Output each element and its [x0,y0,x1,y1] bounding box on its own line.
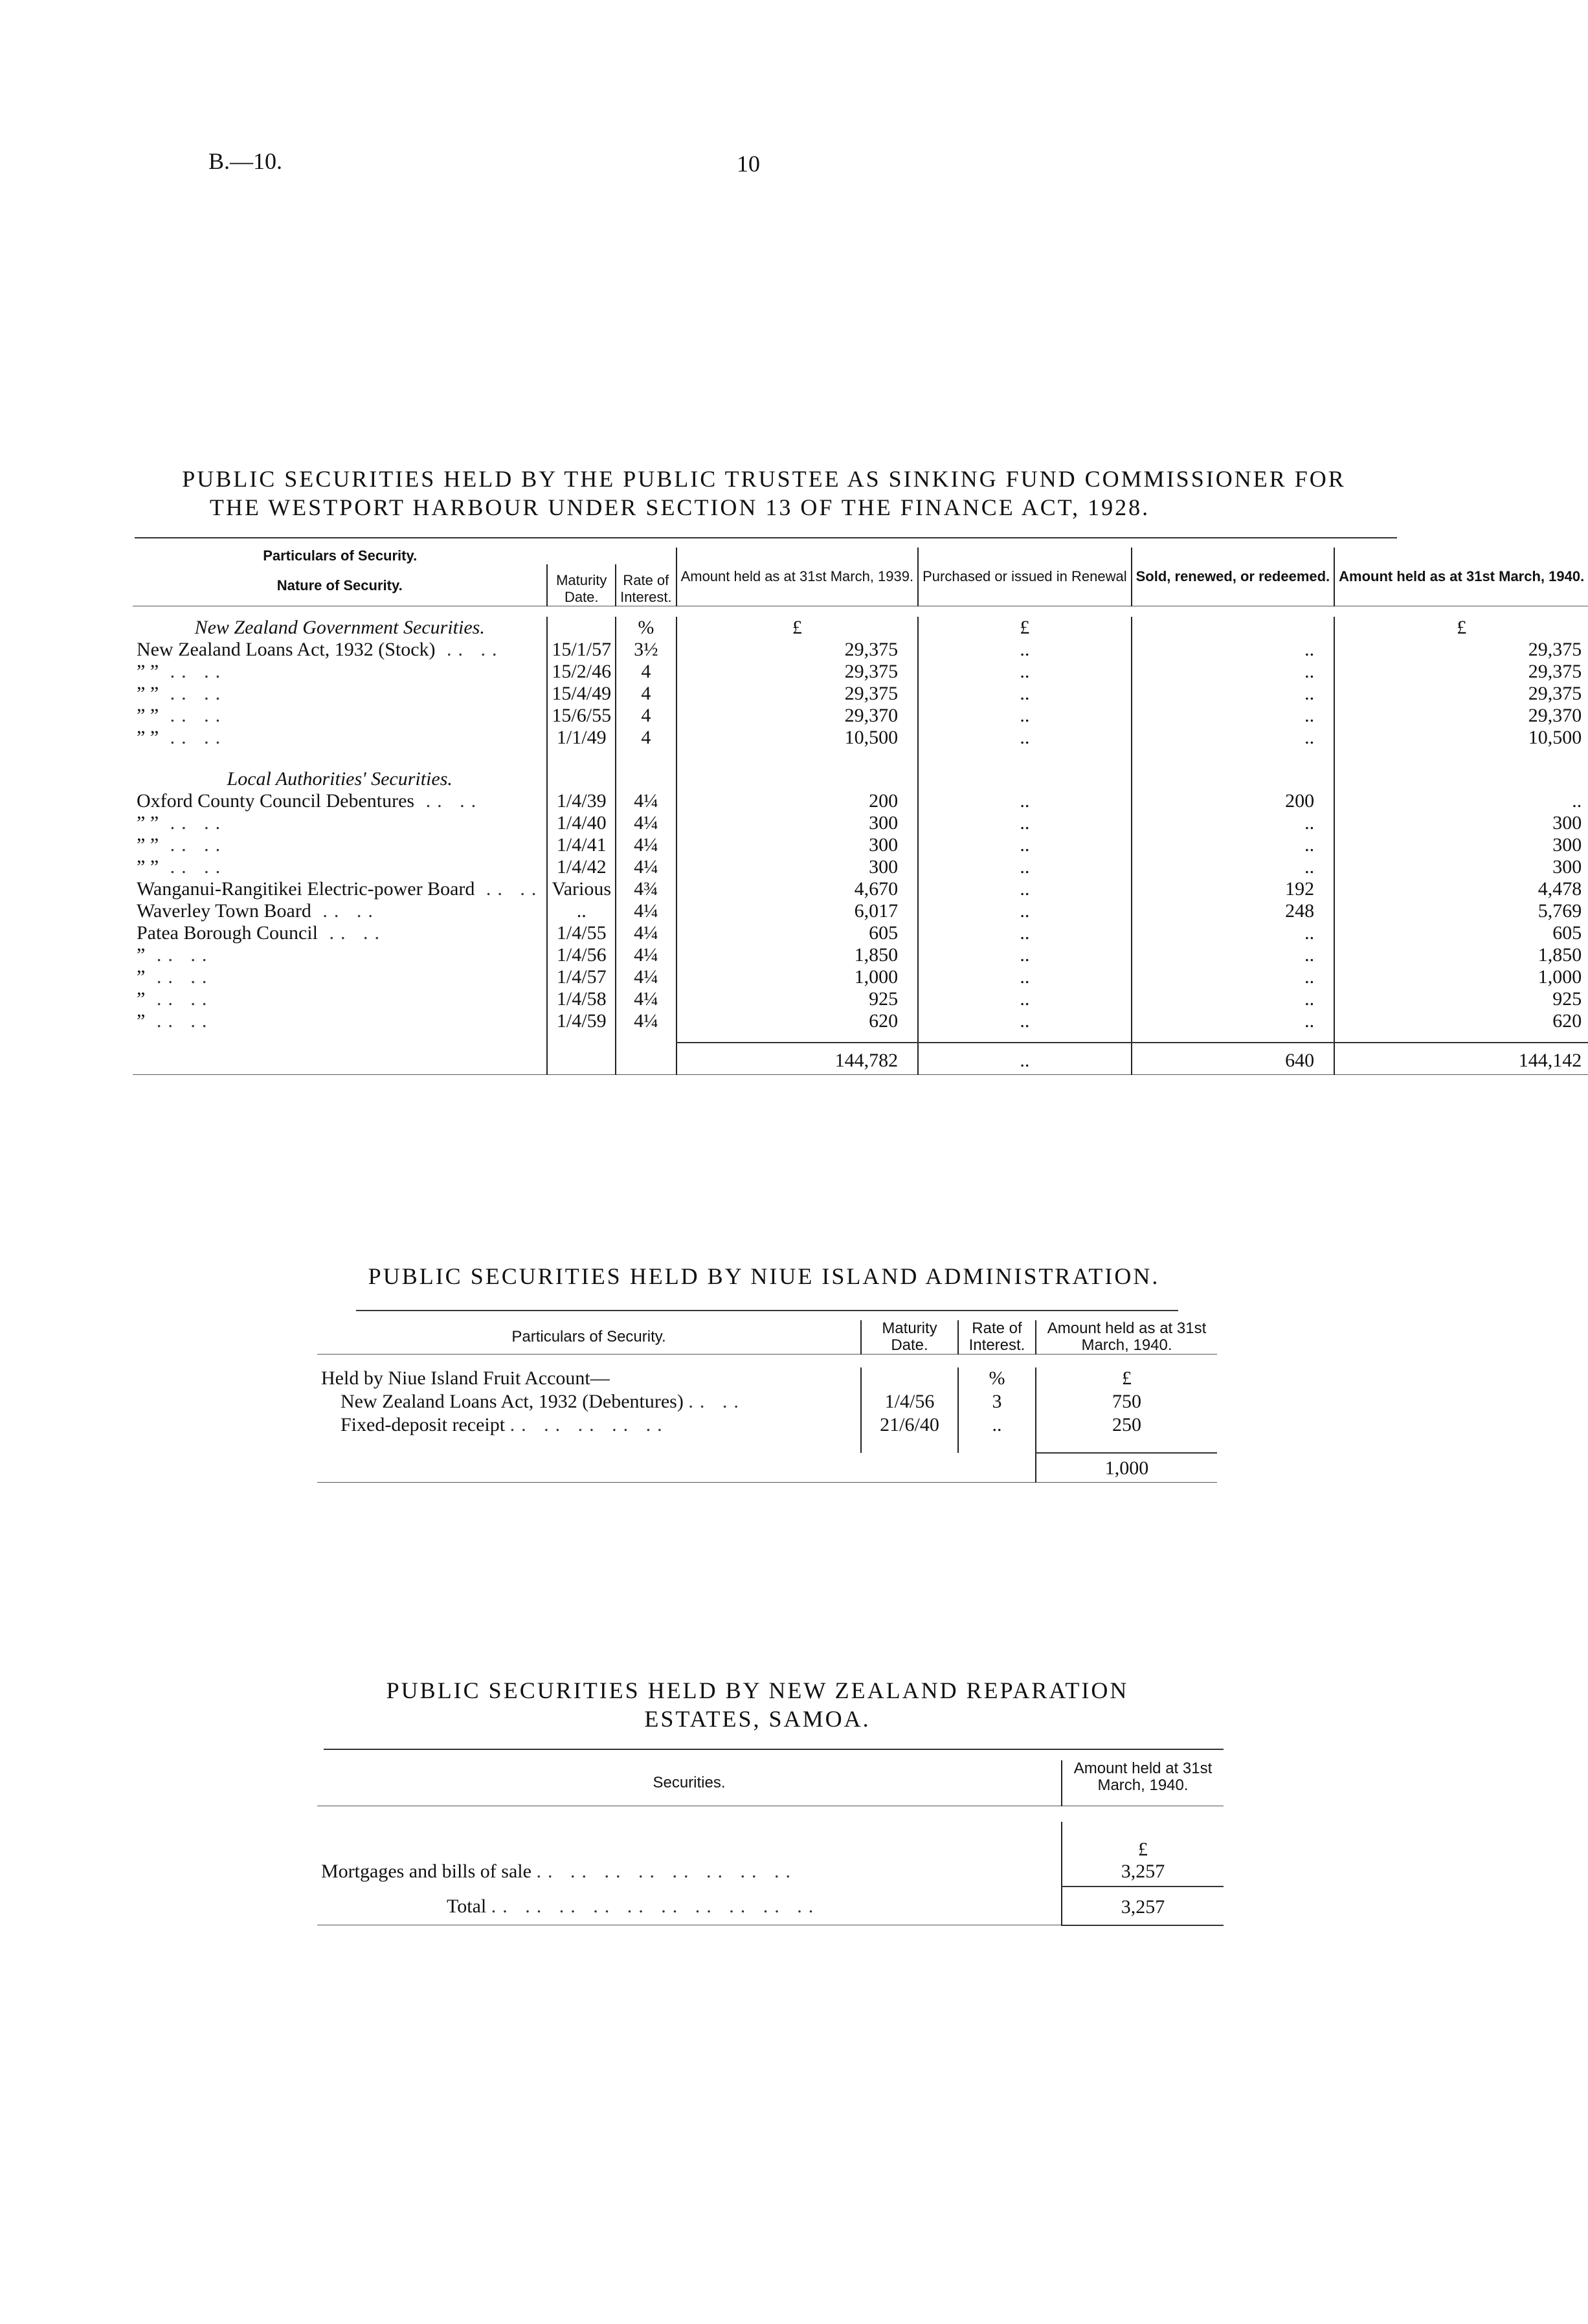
s2-header-maturity: Maturity Date. [861,1320,958,1355]
page-series: B.—10. [208,148,283,174]
held-1939: 1,850 [677,944,919,966]
s2-unit-amount: £ [1036,1367,1217,1391]
s2-row2-rate: .. [958,1414,1036,1437]
table-row: New Zealand Loans Act, 1932 (Debentures) .. .. 1/4/56 3 750 [317,1391,1217,1414]
maturity-date: 1/4/41 [547,834,616,856]
page-number: 10 [737,151,760,177]
held-1940: 29,375 [1334,683,1588,705]
section1-top-rule [135,537,1397,538]
interest-rate: 4¼ [616,988,676,1010]
held-1939: 29,370 [677,705,919,727]
empty-cell [547,749,616,768]
table-row [133,834,1588,856]
s2-row2-amount: 250 [1036,1414,1217,1437]
leader-dots: .. .. [435,638,504,660]
held-1939: 4,670 [677,878,919,900]
section1-body [133,617,1588,1090]
leader-dots: .. .. [159,682,227,704]
leader-dots: .. .. [475,878,543,900]
leader-dots: .. .. [311,900,379,922]
nature-cell [133,900,547,922]
nature-cell [133,878,547,900]
table-row [133,705,1588,727]
empty-cell [133,749,547,768]
table-row [133,812,1588,834]
unit-purchased: £ [918,617,1132,639]
section3-title-line1: PUBLIC SECURITIES HELD BY NEW ZEALAND REPARATION [386,1677,1129,1703]
empty-cell [918,1032,1132,1043]
sold: .. [1132,922,1335,944]
held-1939: 620 [677,1010,919,1032]
unit-held-1939: £ [677,617,919,639]
header-sold: Sold, renewed, or redeemed. [1132,548,1335,606]
s3-total-label: Total [447,1895,487,1917]
held-1939: 29,375 [677,639,919,661]
s3-total: 3,257 [1062,1887,1224,1925]
purchased: .. [918,944,1132,966]
header-nature: Nature of Security. [276,577,403,593]
s2-row1-rate: 3 [958,1391,1036,1414]
s3-header-securities: Securities. [653,1774,726,1791]
s2-row1-maturity: 1/4/56 [861,1391,958,1414]
unit-held-1940: £ [1334,617,1588,639]
nature-cell [133,834,547,856]
empty-cell [1334,749,1588,768]
table-row [133,661,1588,683]
header-held-1939: Amount held as at 31st March, 1939. [677,548,919,606]
held-1940: 5,769 [1334,900,1588,922]
leader-dots: .. .. [159,704,227,726]
s3-header-amount: Amount held at 31st March, 1940. [1062,1760,1224,1806]
empty-cell [1132,768,1335,790]
held-1940: .. [1334,790,1588,812]
interest-rate: 3½ [616,639,676,661]
interest-rate: 4¼ [616,834,676,856]
leader-dots: .. .. [145,1010,214,1032]
nature-cell [133,683,547,705]
leader-dots: .. .. [414,790,483,812]
total-sold: 640 [1132,1043,1335,1075]
maturity-date: .. [547,900,616,922]
held-1940: 925 [1334,988,1588,1010]
sold: .. [1132,661,1335,683]
header-held-1940: Amount held as at 31st March, 1940. [1334,548,1588,606]
table-row [133,944,1588,966]
empty-cell [547,617,616,639]
leader-dots: .. .. [145,966,214,988]
section3-table: Securities. Amount held at 31st March, 1940. £ Mortgages and bills of sale .. .. .. .. .. .. .. .. 3,257 Total .. .. .. .. .. .. .. .. .. .. 3,257 [317,1760,1224,1945]
held-1939: 605 [677,922,919,944]
empty-cell [918,768,1132,790]
sold: .. [1132,683,1335,705]
table-row [133,878,1588,900]
sold: .. [1132,834,1335,856]
interest-rate: 4 [616,683,676,705]
maturity-date: 1/4/59 [547,1010,616,1032]
empty-cell [1132,1032,1335,1043]
held-1940: 1,000 [1334,966,1588,988]
interest-rate: 4¼ [616,966,676,988]
nature-cell [133,944,547,966]
sold: .. [1132,727,1335,749]
s2-row2-maturity: 21/6/40 [861,1414,958,1437]
interest-rate: 4¼ [616,1010,676,1032]
purchased: .. [918,900,1132,922]
table-row [133,966,1588,988]
empty-cell [1132,617,1335,639]
maturity-date: 1/4/40 [547,812,616,834]
section1-table [133,548,1588,1090]
section3-top-rule [324,1749,1224,1750]
header-purchased: Purchased or issued in Renewal [918,548,1132,606]
interest-rate: 4 [616,705,676,727]
maturity-date: 1/4/57 [547,966,616,988]
section2-title: PUBLIC SECURITIES HELD BY NIUE ISLAND ADMINISTRATION. [368,1263,1160,1289]
held-1940: 300 [1334,856,1588,878]
purchased: .. [918,727,1132,749]
section2-top-rule [356,1310,1178,1311]
table-row [133,1010,1588,1032]
interest-rate: 4¼ [616,922,676,944]
held-1939: 925 [677,988,919,1010]
maturity-date: 1/4/39 [547,790,616,812]
held-1940: 1,850 [1334,944,1588,966]
nature-cell [133,705,547,727]
sold: 200 [1132,790,1335,812]
held-1940: 29,375 [1334,639,1588,661]
nature-cell [133,856,547,878]
empty-cell [133,1043,547,1075]
sold: .. [1132,966,1335,988]
leader-dots: .. .. [159,660,227,682]
s2-header-particulars: Particulars of Security. [511,1328,666,1345]
nature-of-security: Waverley Town Board [137,900,311,922]
nature-of-security: New Zealand Loans Act, 1932 (Stock) [137,638,436,660]
unit-rate: % [616,617,676,639]
leader-dots: .. .. [145,944,214,966]
nature-of-security: Oxford County Council Debentures [137,790,415,812]
purchased: .. [918,812,1132,834]
nature-cell [133,790,547,812]
nature-of-security: ” ” [137,834,159,856]
table-row: Fixed-deposit receipt .. .. .. .. .. 21/6/40 .. 250 [317,1414,1217,1437]
purchased: .. [918,790,1132,812]
held-1939: 1,000 [677,966,919,988]
held-1940: 620 [1334,1010,1588,1032]
leader-dots: .. .. [159,834,227,856]
table-row [133,856,1588,878]
purchased: .. [918,683,1132,705]
table-row [133,727,1588,749]
s3-row1-amount: 3,257 [1062,1861,1224,1887]
maturity-date: 15/2/46 [547,661,616,683]
interest-rate: 4¼ [616,856,676,878]
held-1940: 29,375 [1334,661,1588,683]
sold: .. [1132,944,1335,966]
table-row [133,683,1588,705]
group-heading-government: New Zealand Government Securities. [194,616,485,638]
interest-rate: 4¼ [616,900,676,922]
maturity-date: 1/4/55 [547,922,616,944]
interest-rate: 4¼ [616,944,676,966]
nature-cell [133,966,547,988]
sold: 248 [1132,900,1335,922]
held-1939: 10,500 [677,727,919,749]
purchased: .. [918,988,1132,1010]
nature-cell [133,1010,547,1032]
table-row [133,790,1588,812]
section3-title-line2: ESTATES, SAMOA. [644,1706,871,1732]
empty-cell [677,749,919,768]
empty-cell [918,749,1132,768]
nature-of-security: Wanganui-Rangitikei Electric-power Board [137,878,475,900]
purchased: .. [918,661,1132,683]
nature-cell [133,988,547,1010]
sold: .. [1132,856,1335,878]
s2-row2-particulars: Fixed-deposit receipt [341,1413,506,1435]
empty-cell [547,768,616,790]
held-1940: 300 [1334,812,1588,834]
held-1940: 300 [1334,834,1588,856]
nature-of-security: ” [137,966,146,988]
held-1939: 300 [677,856,919,878]
s2-row1-particulars: New Zealand Loans Act, 1932 (Debentures) [341,1390,684,1412]
section1-title-line2: THE WESTPORT HARBOUR UNDER SECTION 13 OF THE FINANCE ACT, 1928. [209,494,1150,520]
held-1939: 200 [677,790,919,812]
leader-dots: .. .. [159,812,227,834]
purchased: .. [918,966,1132,988]
empty-cell [677,1032,919,1043]
interest-rate: 4 [616,727,676,749]
nature-of-security: ” ” [137,812,159,834]
sold: .. [1132,812,1335,834]
maturity-date: 1/4/56 [547,944,616,966]
sold: .. [1132,639,1335,661]
nature-cell [133,812,547,834]
held-1939: 300 [677,812,919,834]
nature-of-security: ” ” [137,704,159,726]
s2-group-label: Held by Niue Island Fruit Account— [321,1367,610,1389]
sold: .. [1132,1010,1335,1032]
empty-cell [1334,768,1588,790]
empty-cell [547,1043,616,1075]
purchased: .. [918,705,1132,727]
nature-of-security: ” [137,988,146,1010]
table-row [133,922,1588,944]
held-1940: 605 [1334,922,1588,944]
maturity-date: 1/4/58 [547,988,616,1010]
empty-cell [677,768,919,790]
leader-dots: .. .. [317,922,386,944]
nature-of-security: ” ” [137,726,159,748]
maturity-date: Various [547,878,616,900]
maturity-date: 1/4/42 [547,856,616,878]
empty-cell [616,749,676,768]
held-1940: 29,370 [1334,705,1588,727]
purchased: .. [918,1010,1132,1032]
leader-dots: .. .. [159,856,227,878]
total-purchased: .. [918,1043,1132,1075]
sold: 192 [1132,878,1335,900]
leader-dots: .. .. [145,988,214,1010]
purchased: .. [918,639,1132,661]
nature-of-security: ” ” [137,856,159,878]
header-particulars: Particulars of Security. [263,548,418,564]
purchased: .. [918,922,1132,944]
bottom-rule [133,1075,1588,1090]
held-1939: 29,375 [677,683,919,705]
total-held-1940: 144,142 [1334,1043,1588,1075]
nature-of-security: ” ” [137,682,159,704]
interest-rate: 4¼ [616,812,676,834]
empty-cell [1132,749,1335,768]
nature-of-security: ” [137,944,146,966]
s2-header-amount: Amount held as at 31st March, 1940. [1036,1320,1217,1355]
table-row: Mortgages and bills of sale .. .. .. .. .. .. .. .. 3,257 [317,1861,1224,1887]
purchased: .. [918,856,1132,878]
header-maturity: Maturity Date. [547,564,616,606]
nature-of-security: ” [137,1010,146,1032]
empty-cell [616,768,676,790]
nature-cell [133,661,547,683]
section2-table [317,1320,1217,1496]
total-held-1939: 144,782 [677,1043,919,1075]
nature-cell [133,639,547,661]
sold: .. [1132,988,1335,1010]
s2-row1-amount: 750 [1036,1391,1217,1414]
s2-unit-rate: % [958,1367,1036,1391]
held-1940: 10,500 [1334,727,1588,749]
empty-cell [616,1032,676,1043]
sold: .. [1132,705,1335,727]
nature-cell [133,922,547,944]
maturity-date: 15/4/49 [547,683,616,705]
nature-of-security: ” ” [137,660,159,682]
s3-unit-amount: £ [1062,1822,1224,1861]
maturity-date: 15/6/55 [547,705,616,727]
held-1939: 6,017 [677,900,919,922]
group-heading-local: Local Authorities' Securities. [227,768,453,790]
section1-title-line1: PUBLIC SECURITIES HELD BY THE PUBLIC TRUSTEE AS SINKING FUND COMMISSIONER FOR [182,466,1346,492]
s2-total: 1,000 [1036,1453,1217,1483]
empty-cell [547,1032,616,1043]
maturity-date: 15/1/57 [547,639,616,661]
leader-dots: .. .. [159,726,227,748]
held-1940: 4,478 [1334,878,1588,900]
empty-cell [616,1043,676,1075]
nature-cell [133,727,547,749]
header-rate: Rate of Interest. [616,564,676,606]
purchased: .. [918,878,1132,900]
interest-rate: 4¼ [616,790,676,812]
empty-cell [1334,1032,1588,1043]
table-row [133,900,1588,922]
interest-rate: 4¾ [616,878,676,900]
empty-cell [133,1032,547,1043]
interest-rate: 4 [616,661,676,683]
held-1939: 300 [677,834,919,856]
s2-header-rate: Rate of Interest. [958,1320,1036,1355]
s3-row1-label: Mortgages and bills of sale [321,1860,531,1882]
nature-of-security: Patea Borough Council [137,922,318,944]
held-1939: 29,375 [677,661,919,683]
table-row [133,988,1588,1010]
table-row [133,639,1588,661]
purchased: .. [918,834,1132,856]
maturity-date: 1/1/49 [547,727,616,749]
